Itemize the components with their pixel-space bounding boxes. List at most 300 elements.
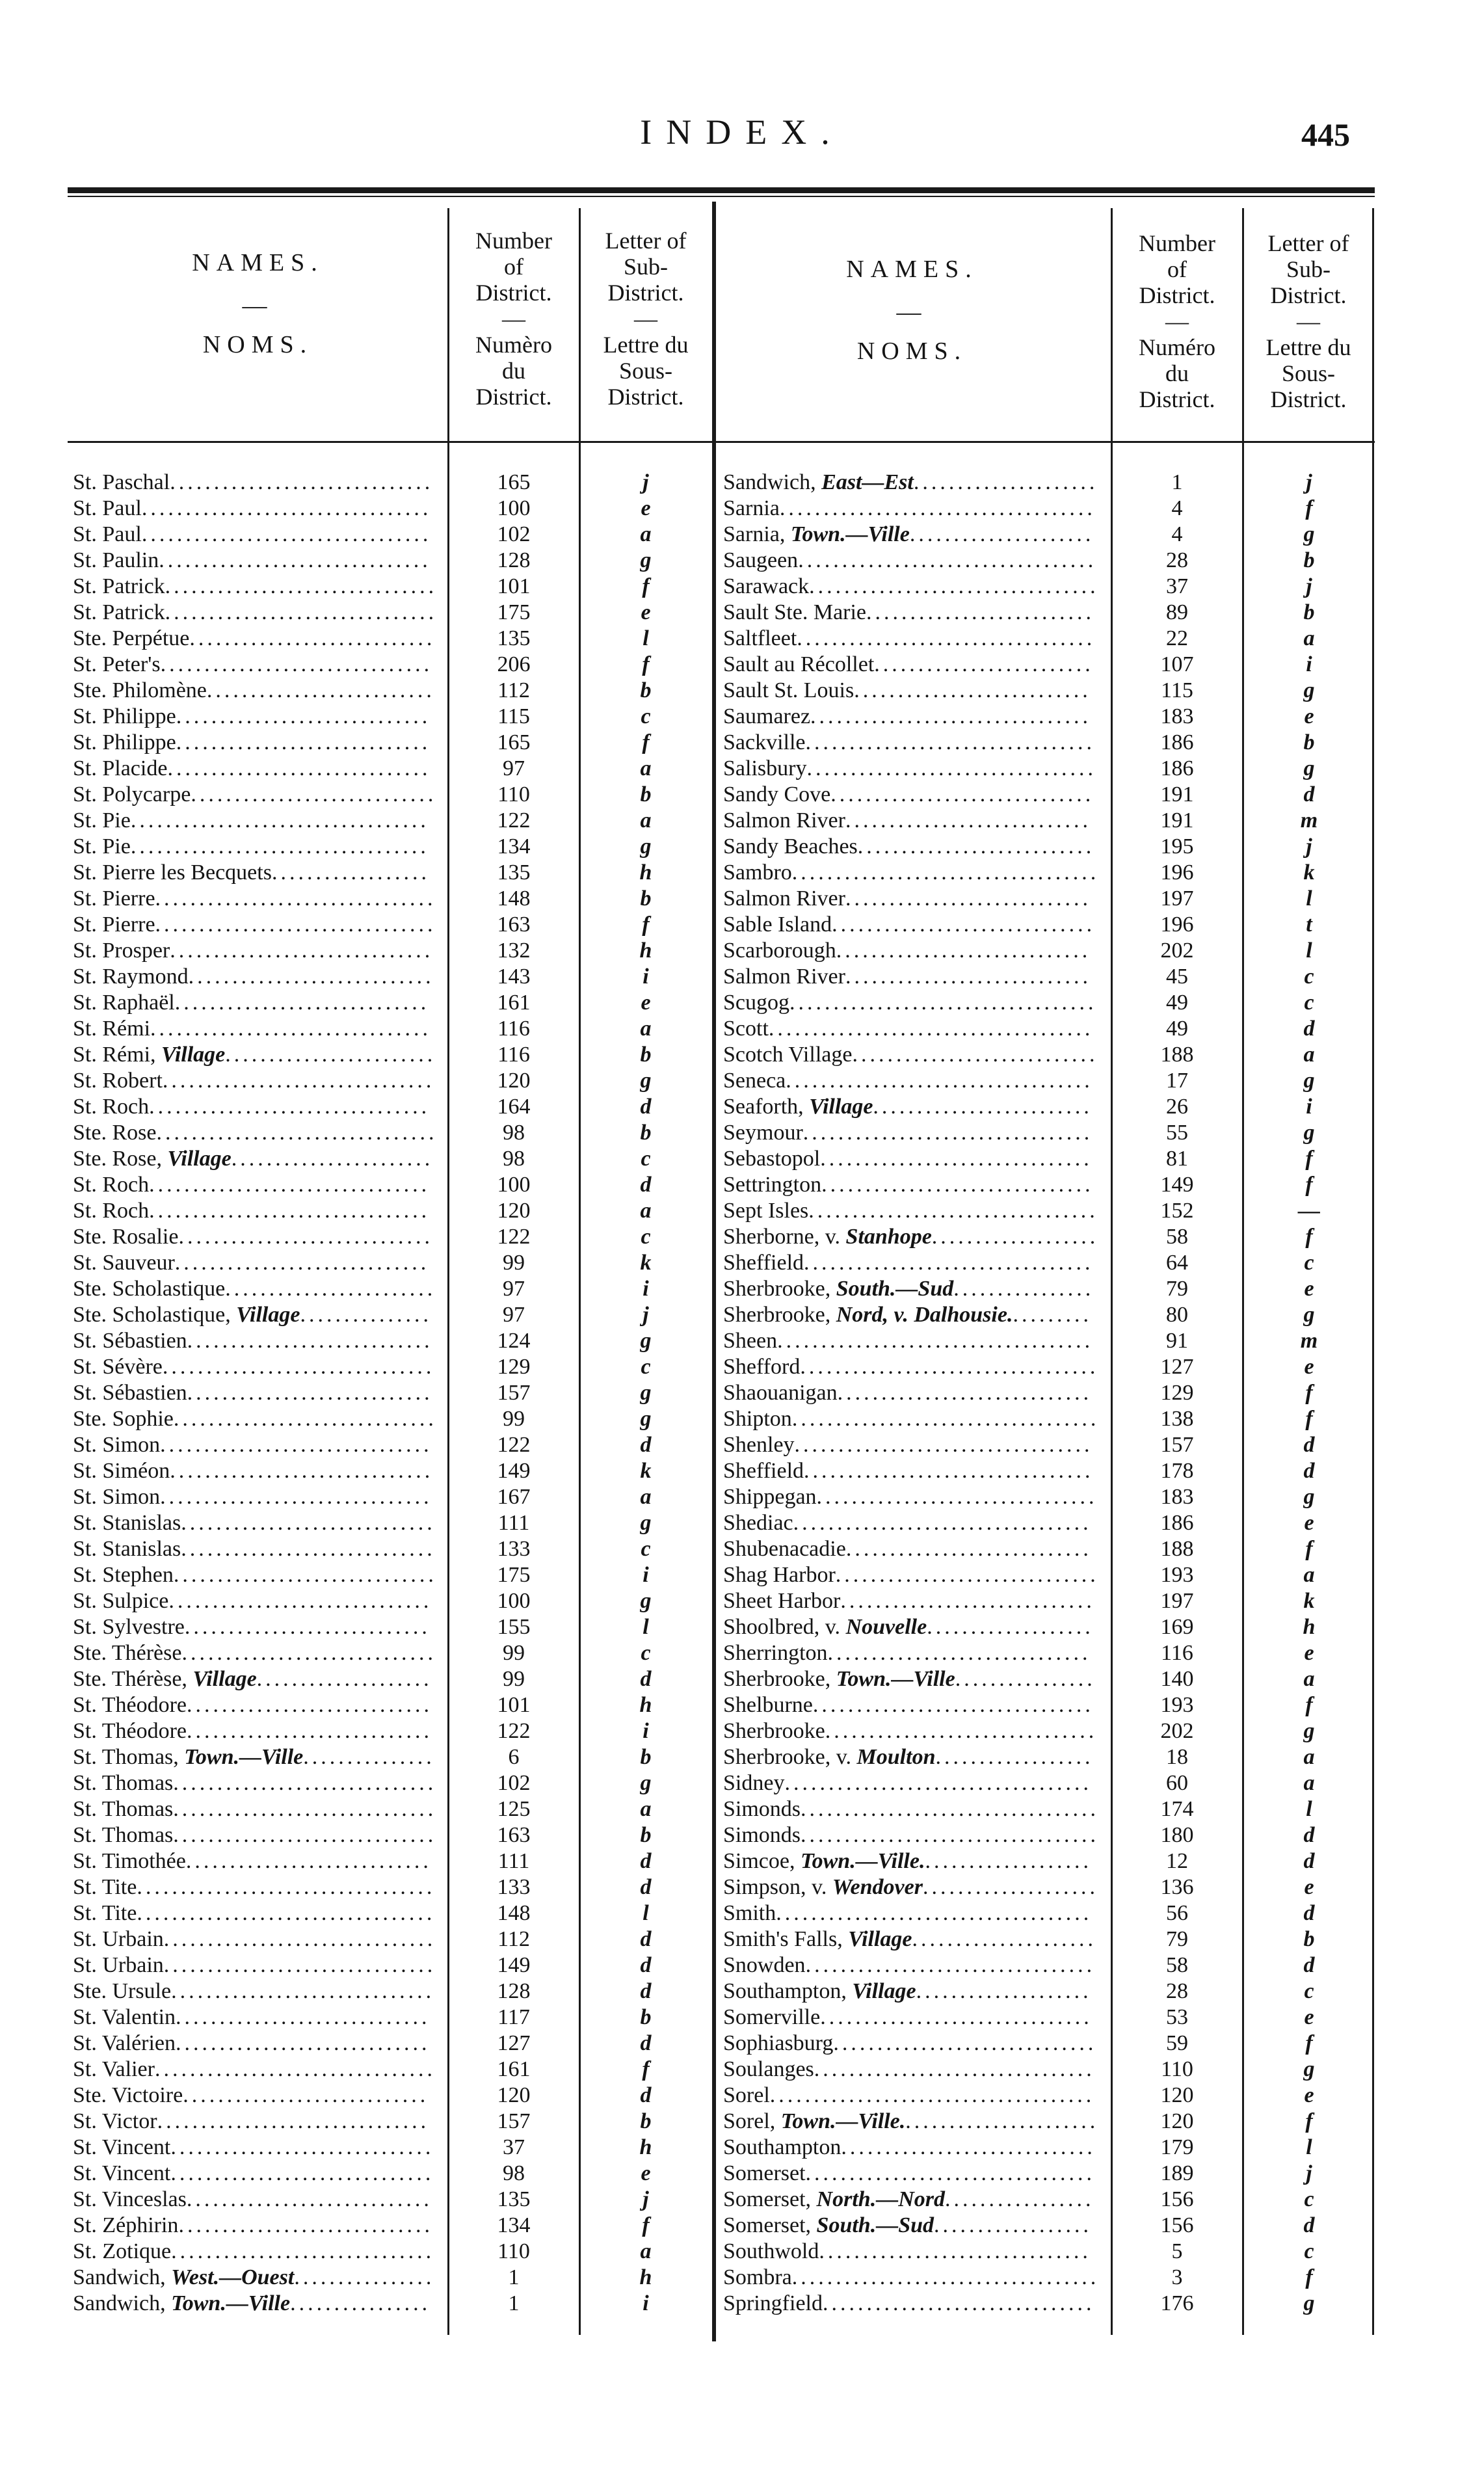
place-name [73, 1328, 433, 1354]
sub-district-letter: h [639, 2135, 652, 2159]
place-name-text: St. Thomas [73, 1771, 174, 1795]
district-number: 140 [1160, 1667, 1194, 1691]
place-name-text: Settrington [723, 1173, 822, 1197]
place-name [723, 2187, 1094, 2213]
index-row [723, 2265, 1373, 2291]
district-number: 120 [1160, 2109, 1194, 2133]
leader-dots: .................... [256, 1667, 432, 1691]
district-number: 117 [497, 2005, 530, 2029]
letter-header-right [1243, 230, 1373, 412]
index-row [723, 834, 1373, 860]
place-name [723, 1016, 1093, 1042]
place-name-text: St. Raymond [73, 965, 189, 989]
sub-district-letter: e [1304, 1875, 1314, 1899]
index-row [723, 1822, 1373, 1848]
place-name-text: Ste. Scholastique [73, 1277, 226, 1301]
place-name-qualifier: Village [848, 1927, 912, 1951]
sub-district-letter: g [1303, 1719, 1315, 1743]
index-row [723, 1874, 1373, 1900]
index-row [723, 1042, 1373, 1068]
leader-dots: ..................................... [768, 1017, 1094, 1041]
header-rule [68, 187, 1375, 193]
district-number: 195 [1160, 834, 1194, 859]
district-number: 161 [497, 991, 531, 1015]
letter-header-left [581, 228, 711, 410]
place-name-text: Shefford [723, 1355, 801, 1379]
place-name-text: Saltfleet [723, 626, 797, 650]
place-name-text: St. Polycarpe [73, 782, 191, 806]
place-name-text: Salmon River [723, 886, 845, 911]
district-number: 110 [1161, 2057, 1193, 2081]
district-number: 110 [497, 2239, 530, 2263]
leader-dots: .......................... [206, 678, 435, 702]
leader-dots: ................................ [155, 886, 436, 911]
place-name [723, 1458, 1094, 1484]
sub-district-letter: g [640, 1069, 652, 1093]
leader-dots: ............................. [178, 2213, 433, 2237]
district-number: 127 [497, 2031, 531, 2055]
district-number: 116 [1161, 1641, 1193, 1665]
letter-label-3-right: District. [1270, 282, 1347, 308]
sub-district-letter: e [1304, 704, 1314, 728]
leader-dots: ............................ [186, 2187, 432, 2211]
district-number: 133 [497, 1537, 531, 1561]
place-name [723, 1562, 1099, 1588]
place-name-text: St. Tite [73, 1875, 137, 1899]
sub-district-letter: j [1306, 834, 1312, 859]
sub-district-letter: d [1303, 1849, 1315, 1873]
letter-label-1: Letter of [605, 228, 687, 254]
place-name [73, 1796, 436, 1822]
place-name [73, 470, 433, 496]
place-name-qualifier: Town.—Ville [171, 2291, 291, 2315]
district-number: 53 [1166, 2005, 1188, 2029]
place-name-text: Sault St. Louis [723, 678, 855, 702]
place-name-text: Sorel, [723, 2109, 781, 2133]
place-name [723, 1718, 1097, 1744]
index-row [73, 1640, 723, 1666]
index-row [73, 574, 723, 600]
index-row [73, 678, 723, 704]
index-row [723, 782, 1373, 808]
sub-district-letter: i [1306, 1095, 1312, 1119]
sub-district-letter: l [1306, 886, 1312, 911]
place-name-text: Sackville [723, 730, 806, 754]
place-name-text: St. Valentin [73, 2005, 176, 2029]
place-name-text: Ste. Ursule [73, 1979, 172, 2003]
leader-dots: .................. [935, 1745, 1094, 1769]
index-row [73, 704, 723, 730]
index-row [73, 1068, 723, 1094]
place-name [723, 1276, 1094, 1302]
leader-dots: ............................... [165, 600, 438, 624]
leader-dots: ................................ [810, 704, 1092, 728]
place-name [723, 2083, 1094, 2109]
index-row [723, 2291, 1373, 2317]
place-name-text: St. Urbain [73, 1953, 164, 1977]
district-number: 3 [1171, 2265, 1183, 2289]
number-dash: — [502, 306, 525, 332]
place-name-text: Somerville [723, 2005, 821, 2029]
place-name-text: Sault au Récollet [723, 652, 875, 676]
place-name [723, 2239, 1091, 2265]
index-row [73, 756, 723, 782]
index-row [723, 1562, 1373, 1588]
place-name-qualifier: Town.—Ville. [780, 2109, 906, 2133]
district-number: 98 [503, 1121, 525, 1145]
page-title: INDEX. [640, 113, 844, 152]
place-name-text: St. Valier [73, 2057, 155, 2081]
place-name [723, 1068, 1093, 1094]
district-number: 102 [497, 522, 531, 546]
place-name-text: Shoolbred, v. [723, 1615, 846, 1639]
sub-district-letter: g [640, 548, 652, 572]
index-row [73, 1406, 723, 1432]
index-row [73, 1172, 723, 1198]
leader-dots: ............................... [822, 2291, 1095, 2315]
index-row [73, 1510, 723, 1536]
place-name-text: Ste. Rose, [73, 1147, 168, 1171]
place-name [723, 1874, 1098, 1900]
index-row [73, 1458, 723, 1484]
district-number: 60 [1166, 1771, 1188, 1795]
place-name [723, 912, 1095, 938]
leader-dots: ................ [955, 1667, 1096, 1691]
district-number: 169 [1160, 1615, 1194, 1639]
district-number: 156 [1160, 2187, 1194, 2211]
lettre-label-2-right: Sous- [1281, 360, 1336, 386]
sub-district-letter: a [1303, 626, 1315, 650]
index-row [73, 1042, 723, 1068]
place-name [73, 2109, 429, 2135]
sub-district-letter: d [640, 1927, 652, 1951]
district-number: 165 [497, 470, 531, 494]
index-row [723, 1484, 1373, 1510]
leader-dots: .......................... [866, 600, 1095, 624]
leader-dots: ................................ [149, 1095, 431, 1119]
district-number: 149 [497, 1953, 531, 1977]
leader-dots: ............................ [183, 2083, 429, 2107]
index-row [723, 1380, 1373, 1406]
sub-district-letter: m [1300, 808, 1318, 833]
leader-dots: ..................... [913, 470, 1098, 494]
place-name-text: St. Thomas [73, 1797, 174, 1821]
place-name-text: Sorel [723, 2083, 770, 2107]
place-name [723, 2135, 1096, 2161]
district-number: 163 [497, 912, 531, 937]
place-name-text: Smith [723, 1901, 776, 1925]
index-row [723, 808, 1373, 834]
sub-district-letter: d [1303, 1953, 1315, 1977]
column-header-rule [68, 441, 1375, 443]
district-number: 193 [1160, 1693, 1194, 1717]
place-name [723, 1172, 1094, 1198]
district-number: 196 [1160, 912, 1194, 937]
index-row [723, 886, 1373, 912]
district-number: 5 [1171, 2239, 1183, 2263]
district-number: 175 [497, 1563, 531, 1587]
district-number: 55 [1166, 1121, 1188, 1145]
place-name-qualifier: East—Est [821, 470, 914, 494]
leader-dots: ............................ [845, 808, 1091, 833]
leader-dots: .................................. [793, 1511, 1092, 1535]
leader-dots: ............................ [188, 965, 434, 989]
place-name-text: Ste. Scholastique, [73, 1303, 237, 1327]
leader-dots: ........................... [857, 834, 1095, 859]
place-name [723, 600, 1094, 626]
place-name-text: St. Stephen [73, 1563, 174, 1587]
district-number: 26 [1166, 1095, 1188, 1119]
district-number: 148 [497, 1901, 531, 1925]
index-row [73, 470, 723, 496]
district-number: 167 [497, 1485, 531, 1509]
district-number: 91 [1166, 1329, 1188, 1353]
sub-district-letter: j [643, 1303, 649, 1327]
place-name-text: Saumarez [723, 704, 811, 728]
index-row [73, 990, 723, 1016]
sub-district-letter: e [641, 991, 651, 1015]
district-number: 188 [1160, 1043, 1194, 1067]
sub-district-letter: f [642, 652, 650, 676]
district-number: 186 [1160, 756, 1194, 780]
leader-dots: ............................... [819, 2239, 1091, 2263]
district-number: 101 [497, 574, 531, 598]
sub-district-letter: k [1303, 860, 1315, 885]
district-number: 157 [497, 2109, 531, 2133]
lettre-label-1-right: Lettre du [1265, 334, 1351, 360]
leader-dots: ...................... [905, 2109, 1099, 2133]
district-number: 122 [497, 808, 531, 833]
place-name-text: Ste. Perpétue [73, 626, 190, 650]
index-row [723, 1900, 1373, 1926]
numero-label-2: du [502, 358, 525, 384]
place-name [73, 1094, 430, 1120]
place-name-text: Salmon River [723, 808, 845, 833]
leader-dots: ................................. [808, 1199, 1098, 1223]
place-name-text: Sambro [723, 860, 792, 885]
index-row [73, 1796, 723, 1822]
place-name [73, 1250, 429, 1276]
leader-dots: ............................... [820, 1147, 1093, 1171]
sub-district-letter: g [1303, 1121, 1315, 1145]
place-name-text: St. Stanislas [73, 1511, 181, 1535]
sub-district-letter: b [640, 2109, 652, 2133]
place-name [73, 782, 436, 808]
leader-dots: ............................. [837, 1381, 1093, 1405]
place-name [73, 1666, 432, 1692]
sub-district-letter: d [640, 1667, 652, 1691]
place-name-text: Sherbrooke, v. [723, 1745, 857, 1769]
place-name [723, 834, 1094, 860]
sub-district-letter: b [640, 886, 652, 911]
sub-district-letter: e [641, 600, 651, 624]
place-name [723, 964, 1091, 990]
place-name-text: Simpson, v. [723, 1875, 832, 1899]
sub-district-letter: l [643, 626, 649, 650]
index-row [723, 1094, 1373, 1120]
leader-dots: ................................. [809, 574, 1099, 598]
number-header-left [449, 228, 579, 410]
place-name [73, 1406, 437, 1432]
leader-dots: ............................. [176, 730, 431, 754]
sub-district-letter: t [1306, 912, 1312, 937]
place-name-text: St. Paschal [73, 470, 170, 494]
place-name-text: St. Sévère [73, 1355, 163, 1379]
district-number: 115 [1161, 678, 1193, 702]
leader-dots: .................. [271, 860, 430, 885]
index-row [723, 1588, 1373, 1614]
district-number: 186 [1160, 730, 1194, 754]
place-name-text: Scott [723, 1017, 769, 1041]
district-number: 1 [1171, 470, 1183, 494]
leader-dots: ....................... [231, 1147, 434, 1171]
place-name [723, 1926, 1096, 1952]
place-name [723, 886, 1091, 912]
place-name-text: St. Roch [73, 1173, 150, 1197]
district-number: 99 [503, 1667, 525, 1691]
place-name [723, 1588, 1095, 1614]
leader-dots: .............................. [167, 756, 431, 780]
place-name-text: Ste. Philomène [73, 678, 207, 702]
place-name-text: Sault Ste. Marie [723, 600, 867, 624]
place-name-text: St. Thomas, [73, 1745, 185, 1769]
sub-district-letter: m [1300, 1329, 1318, 1353]
index-row [73, 808, 723, 834]
place-name-text: St. Paul [73, 496, 142, 520]
place-name-text: St. Philippe [73, 730, 176, 754]
place-name-qualifier: Village [167, 1147, 232, 1171]
sub-district-letter: c [1304, 991, 1314, 1015]
sub-district-letter: b [1303, 1927, 1315, 1951]
place-name [73, 1510, 436, 1536]
place-name [73, 1172, 430, 1198]
sub-district-letter: f [1305, 1173, 1313, 1197]
sub-district-letter: b [640, 2005, 652, 2029]
leader-dots: ................... [927, 1615, 1094, 1639]
district-number: 100 [497, 1589, 531, 1613]
place-name [73, 626, 435, 652]
place-name-text: Sherbrooke, [723, 1277, 836, 1301]
place-name-text: Seneca [723, 1069, 786, 1093]
leader-dots: ............................... [160, 652, 433, 676]
sub-district-letter: a [640, 1797, 652, 1821]
place-name [723, 730, 1095, 756]
sub-district-letter: i [643, 1277, 649, 1301]
district-number: 135 [497, 626, 531, 650]
index-row [723, 938, 1373, 964]
names-dash-right: — [896, 299, 928, 326]
index-row [723, 678, 1373, 704]
sub-district-letter: b [1303, 548, 1315, 572]
leader-dots: ......................... [874, 652, 1094, 676]
district-number: 99 [503, 1641, 525, 1665]
district-number: 110 [497, 782, 530, 806]
leader-dots: .................................. [130, 808, 429, 833]
place-name-text: Sherbrooke [723, 1719, 825, 1743]
index-row [723, 1926, 1373, 1952]
sub-district-letter: l [1306, 2135, 1312, 2159]
leader-dots: ......................... [873, 1095, 1093, 1119]
leader-dots: .............................. [833, 2031, 1097, 2055]
letter-label-2: Sub- [623, 254, 668, 280]
leader-dots: .................................. [794, 1433, 1093, 1457]
index-row [73, 860, 723, 886]
sub-district-letter: b [640, 1823, 652, 1847]
district-number: 4 [1171, 496, 1183, 520]
leader-dots: ............................. [181, 1511, 436, 1535]
index-row [73, 1744, 723, 1770]
index-row [73, 1250, 723, 1276]
district-number: 202 [1160, 1719, 1194, 1743]
sub-district-letter: f [642, 574, 650, 598]
sub-district-letter: c [1304, 1979, 1314, 2003]
leader-dots: ............................... [162, 1355, 435, 1379]
leader-dots: ............................... [820, 2005, 1093, 2029]
index-row [723, 1458, 1373, 1484]
district-number: 97 [503, 756, 525, 780]
place-name-text: St. Simon [73, 1433, 161, 1457]
place-name-text: Ste. Rose [73, 1121, 157, 1145]
index-row [723, 1770, 1373, 1796]
index-row [73, 626, 723, 652]
sub-district-letter: k [640, 1459, 652, 1483]
sub-district-letter: f [642, 2213, 650, 2237]
letter-label-3: District. [607, 280, 684, 306]
leader-dots: ................................ [156, 1121, 438, 1145]
district-number: 157 [497, 1381, 531, 1405]
district-number: 79 [1166, 1927, 1188, 1951]
sub-district-letter: d [1303, 782, 1315, 806]
place-name-qualifier: Town.—Ville. [800, 1849, 925, 1873]
place-name-text: Seymour [723, 1121, 803, 1145]
place-name [73, 1952, 436, 1978]
place-name-text: Sable Island [723, 912, 832, 937]
district-number: 120 [497, 1069, 531, 1093]
place-name [73, 2291, 431, 2317]
leader-dots: ................................ [816, 1485, 1098, 1509]
place-name-text: Ste. Sophie [73, 1407, 174, 1431]
sub-district-letter: j [643, 470, 649, 494]
place-name [73, 1536, 436, 1562]
place-name-qualifier: North.—Nord [816, 2187, 945, 2211]
index-row [73, 1380, 723, 1406]
sub-district-letter: d [1303, 1017, 1315, 1041]
index-row [73, 600, 723, 626]
index-row [723, 548, 1373, 574]
index-row [73, 1926, 723, 1952]
names-label-en: NAMES. [192, 249, 324, 276]
index-row [73, 2213, 723, 2239]
leader-dots: ................................... [784, 1771, 1092, 1795]
place-name-text: Somerset, [723, 2213, 817, 2237]
district-number: 17 [1166, 1069, 1188, 1093]
leader-dots: ................................. [802, 1121, 1093, 1145]
place-name [723, 1406, 1099, 1432]
index-row [723, 1224, 1373, 1250]
place-name-text: St. Pierre [73, 912, 155, 937]
district-number: 111 [497, 1849, 530, 1873]
index-row [723, 1328, 1373, 1354]
district-number: 64 [1166, 1251, 1188, 1275]
sub-district-letter: a [640, 1199, 652, 1223]
index-row [73, 496, 723, 522]
place-name-qualifier: Village [852, 1979, 916, 2003]
district-number: 164 [497, 1095, 531, 1119]
index-row [723, 1952, 1373, 1978]
sub-district-letter: a [1303, 1745, 1315, 1769]
leader-dots: .............................. [171, 1979, 435, 2003]
place-name [73, 2187, 432, 2213]
